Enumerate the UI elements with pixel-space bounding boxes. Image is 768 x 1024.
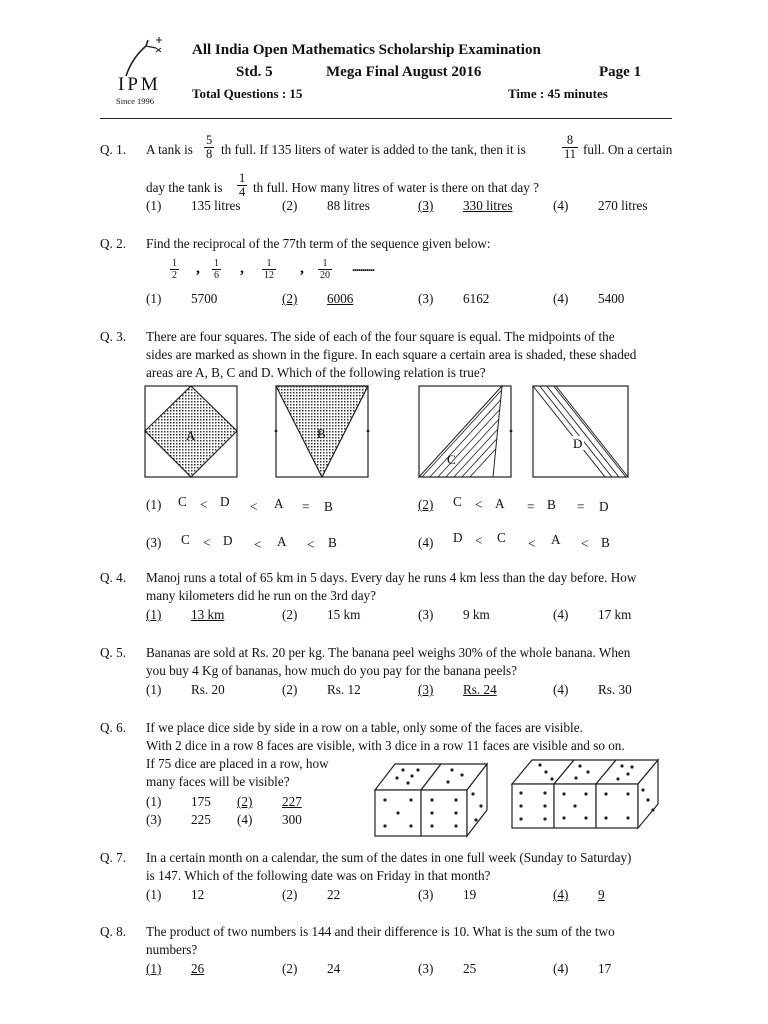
q5-option-4[interactable]: Rs. 30 [598, 682, 632, 697]
q4-option-1[interactable]: 13 km [191, 607, 225, 622]
q5-option-2-num[interactable]: (2) [282, 682, 298, 697]
q3-option-4[interactable] [453, 530, 623, 554]
total-questions: Total Questions : 15 [192, 86, 303, 101]
q3o1-p4: A [274, 496, 284, 511]
fig-label-c: C [447, 452, 456, 467]
q1-option-1[interactable]: 135 litres [191, 198, 241, 213]
q6-option-4[interactable]: 300 [282, 812, 302, 827]
header-divider [100, 118, 672, 119]
q2-seq-term-1 [170, 258, 179, 281]
q1-f3-num: 1 [239, 171, 246, 185]
q8-option-1[interactable]: 26 [191, 961, 205, 976]
q4-number: Q. 4. [100, 570, 127, 585]
q7-option-3-num[interactable]: (3) [418, 887, 434, 902]
seq-4-num: 1 [322, 258, 328, 269]
q3o3-p6: B [328, 535, 337, 550]
q7-option-1[interactable]: 12 [191, 887, 205, 902]
q4-option-3[interactable]: 9 km [463, 607, 490, 622]
q6-line-2: With 2 dice in a row 8 faces are visible, with 3 dice in a row 11 faces are visible and so on. [146, 738, 625, 753]
exam-name: Mega Final August 2016 [326, 64, 482, 80]
q3o4-p5: < [581, 536, 589, 551]
q2-option-1-num[interactable]: (1) [146, 291, 162, 306]
q2-option-1[interactable]: 5700 [191, 291, 218, 306]
fig-label-b: B [317, 426, 326, 441]
q1-text-a: A tank is [146, 142, 193, 157]
q7-line-1: In a certain month on a calendar, the sum of the dates in one full week (Sunday to Saturday) [146, 850, 632, 865]
seq-3-num: 1 [266, 258, 272, 269]
seq-4-den: 20 [320, 270, 330, 281]
q8-number: Q. 8. [100, 924, 127, 939]
q3o1-p6: B [324, 499, 333, 514]
q1-option-3[interactable]: 330 litres [463, 198, 513, 213]
q6-option-1-num[interactable]: (1) [146, 794, 162, 809]
seq-1-den: 2 [172, 270, 177, 281]
q1-f2-den: 11 [564, 147, 577, 161]
q5-line-2: you buy 4 Kg of bananas, how much do you pay for the banana peels? [146, 663, 517, 678]
q2-comma-2: , [240, 260, 244, 277]
ipm-logo-icon [112, 36, 172, 78]
q1-option-1-num[interactable]: (1) [146, 198, 162, 213]
q1-text-c: full. On a certain [583, 142, 673, 157]
q3o1-p1: < [200, 497, 208, 512]
q3o4-p1: < [475, 533, 483, 548]
q4-option-4-num[interactable]: (4) [553, 607, 569, 622]
q3o2-p2: A [495, 496, 505, 511]
logo-text: IPM [118, 74, 161, 95]
q2-seq-term-2 [212, 258, 221, 281]
q7-option-2-num[interactable]: (2) [282, 887, 298, 902]
q3o1-p0: C [178, 494, 187, 509]
page-number: Page 1 [599, 64, 642, 80]
q2-option-2[interactable]: 6006 [327, 291, 354, 306]
q1-option-4-num[interactable]: (4) [553, 198, 569, 213]
q3o2-p5: = [577, 499, 585, 514]
q5-option-1[interactable]: Rs. 20 [191, 682, 225, 697]
q4-option-4[interactable]: 17 km [598, 607, 632, 622]
q6-dice-figure [370, 756, 670, 840]
q3o3-p4: A [277, 534, 287, 549]
q3-line-2: sides are marked as shown in the figure. In each square a certain area is shaded, these shaded [146, 347, 637, 362]
q2-dots: ........... [352, 260, 374, 274]
fig-label-d: D [573, 436, 583, 451]
q8-line-1: The product of two numbers is 144 and their difference is 10. What is the sum of the two [146, 924, 615, 939]
q3-line-1: There are four squares. The side of each of the four square is equal. The midpoints of the [146, 329, 615, 344]
q8-line-2: numbers? [146, 942, 198, 957]
q1-f2-num: 8 [566, 133, 574, 147]
q1-option-2[interactable]: 88 litres [327, 198, 370, 213]
q6-line-1: If we place dice side by side in a row on a table, only some of the faces are visible. [146, 720, 583, 735]
q5-line-1: Bananas are sold at Rs. 20 per kg. The banana peel weighs 30% of the whole banana. When [146, 645, 631, 660]
q2-option-2-num[interactable]: (2) [282, 291, 298, 306]
q5-option-2[interactable]: Rs. 12 [327, 682, 361, 697]
q3o2-p0: C [453, 494, 462, 509]
q5-option-3-num[interactable]: (3) [418, 682, 434, 697]
q4-option-2-num[interactable]: (2) [282, 607, 298, 622]
fig-label-a: A [186, 428, 196, 443]
q1-text-e: th full. How many litres of water is there on that day ? [253, 180, 540, 195]
q3-squares-figure [140, 380, 640, 480]
q4-option-3-num[interactable]: (3) [418, 607, 434, 622]
time-limit: Time : 45 minutes [508, 86, 608, 101]
q2-number: Q. 2. [100, 236, 127, 251]
q3o4-p6: B [601, 535, 610, 550]
q1-f1-den: 8 [206, 147, 213, 161]
q2-comma-1: , [196, 260, 200, 277]
q3o2-p3: = [527, 499, 535, 514]
q4-line-1: Manoj runs a total of 65 km in 5 days. Every day he runs 4 km less than the day before. How [146, 570, 637, 585]
q6-option-1[interactable]: 175 [191, 794, 211, 809]
q1-option-2-num[interactable]: (2) [282, 198, 298, 213]
q8-option-4-num[interactable]: (4) [553, 961, 569, 976]
q1-number: Q. 1. [100, 142, 127, 157]
q8-option-1-num[interactable]: (1) [146, 961, 162, 976]
q3o3-p3: < [254, 537, 262, 552]
q6-option-3[interactable]: 225 [191, 812, 211, 827]
q3-number: Q. 3. [100, 329, 127, 344]
q4-option-1-num[interactable]: (1) [146, 607, 162, 622]
q8-option-4[interactable]: 17 [598, 961, 612, 976]
q7-number: Q. 7. [100, 850, 127, 865]
q8-option-3[interactable]: 25 [463, 961, 477, 976]
q3o2-p1: < [475, 497, 483, 512]
q6-line-4: many faces will be visible? [146, 774, 290, 789]
q3o4-p3: < [528, 536, 536, 551]
q2-seq-term-3 [262, 258, 276, 281]
q3o4-p4: A [551, 532, 561, 547]
q7-option-1-num[interactable]: (1) [146, 887, 162, 902]
q8-option-2[interactable]: 24 [327, 961, 341, 976]
q3-option-2-num[interactable]: (2) [418, 497, 434, 512]
q2-comma-3: , [300, 260, 304, 277]
logo-since: Since 1996 [116, 96, 155, 106]
q4-line-2: many kilometers did he run on the 3rd day? [146, 588, 376, 603]
exam-title: All India Open Mathematics Scholarship Examination [192, 42, 541, 58]
q3-option-3-num[interactable]: (3) [146, 535, 162, 550]
q3o3-p1: < [203, 535, 211, 550]
seq-3-den: 12 [264, 270, 274, 281]
q1-fraction-8-11 [562, 134, 578, 161]
q3-option-1[interactable] [178, 494, 348, 518]
seq-2-num: 1 [214, 258, 219, 269]
q3o1-p5: = [302, 499, 310, 514]
q3o2-p6: D [599, 499, 609, 514]
q1-option-3-num[interactable]: (3) [418, 198, 434, 213]
q6-option-2[interactable]: 227 [282, 794, 302, 809]
q6-number: Q. 6. [100, 720, 127, 735]
q3o3-p2: D [223, 533, 233, 548]
q1-f3-den: 4 [239, 185, 246, 199]
q3-option-4-num[interactable]: (4) [418, 535, 434, 550]
q3-option-1-num[interactable]: (1) [146, 497, 162, 512]
q3o3-p5: < [307, 537, 315, 552]
q2-option-3-num[interactable]: (3) [418, 291, 434, 306]
q5-number: Q. 5. [100, 645, 127, 660]
q1-text-d: day the tank is [146, 180, 223, 195]
q3o4-p0: D [453, 530, 463, 545]
q3o1-p3: < [250, 499, 258, 514]
logo [112, 36, 172, 106]
q7-line-2: is 147. Which of the following date was on Friday in that month? [146, 868, 491, 883]
std-label: Std. 5 [236, 64, 273, 80]
q3o4-p2: C [497, 530, 506, 545]
q1-text-b: th full. If 135 liters of water is added to the tank, then it is [221, 142, 526, 157]
q3o3-p0: C [181, 532, 190, 547]
q1-f1-num: 5 [206, 133, 213, 147]
q3o2-p4: B [547, 497, 556, 512]
q3-option-3[interactable] [181, 532, 351, 556]
seq-2-den: 6 [214, 270, 219, 281]
q6-option-2-num[interactable]: (2) [237, 794, 253, 809]
q1-fraction-1-4 [237, 172, 247, 199]
q5-option-1-num[interactable]: (1) [146, 682, 162, 697]
q6-line-3: If 75 dice are placed in a row, how [146, 756, 329, 771]
q2-option-4-num[interactable]: (4) [553, 291, 569, 306]
q7-option-2[interactable]: 22 [327, 887, 341, 902]
q5-option-3[interactable]: Rs. 24 [463, 682, 497, 697]
q2-text: Find the reciprocal of the 77th term of the sequence given below: [146, 236, 491, 251]
q3-line-3: areas are A, B, C and D. Which of the following relation is true? [146, 365, 486, 380]
q1-option-4[interactable]: 270 litres [598, 198, 648, 213]
q7-option-4[interactable]: 9 [598, 887, 605, 902]
q2-option-3[interactable]: 6162 [463, 291, 490, 306]
q6-option-3-num[interactable]: (3) [146, 812, 162, 827]
seq-1-num: 1 [172, 258, 177, 269]
q8-option-2-num[interactable]: (2) [282, 961, 298, 976]
q3-option-2[interactable] [453, 494, 623, 518]
q2-option-4[interactable]: 5400 [598, 291, 625, 306]
q7-option-3[interactable]: 19 [463, 887, 477, 902]
q1-fraction-5-8 [204, 134, 214, 161]
q8-option-3-num[interactable]: (3) [418, 961, 434, 976]
q5-option-4-num[interactable]: (4) [553, 682, 569, 697]
q2-seq-term-4 [318, 258, 332, 281]
q4-option-2[interactable]: 15 km [327, 607, 361, 622]
q7-option-4-num[interactable]: (4) [553, 887, 569, 902]
q3o1-p2: D [220, 494, 230, 509]
q6-option-4-num[interactable]: (4) [237, 812, 253, 827]
